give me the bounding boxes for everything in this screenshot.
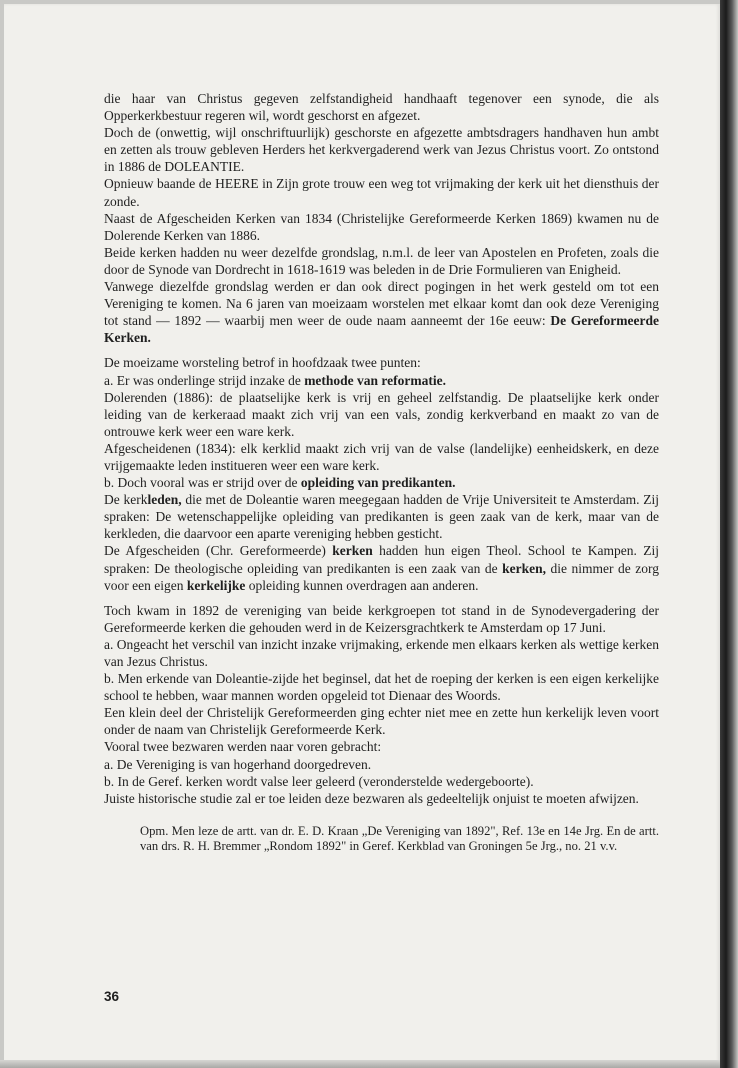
paragraph-12-emphasis: leden, — [147, 492, 182, 508]
paragraph-13-emphasis-2: kerken, — [502, 560, 547, 576]
paragraph-13 — [104, 542, 659, 593]
paragraph-15: a. Ongeacht het verschil van inzicht inzake vrijmaking, erkende men elkaars kerken als wettige kerken van Jezus Christus. — [104, 636, 659, 669]
page-body — [104, 90, 659, 854]
paragraph-6 — [104, 278, 659, 346]
paragraph-20: b. In de Geref. kerken wordt valse leer geleerd (veronderstelde wedergeboorte). — [104, 773, 534, 789]
paragraph-8-text: a. Er was onderlinge strijd inzake de — [104, 372, 305, 388]
paragraph-10: Afgescheidenen (1834): elk kerklid maakt zich vrij van de valse (landelijke) eenheidskerk, en deze vrijgemaakte leden institueren weer een ware kerk. — [104, 440, 659, 473]
page-edge-shadow — [720, 0, 738, 1068]
paragraph-13-text-a: De Afgescheiden (Chr. Gereformeerde) — [104, 543, 333, 559]
paragraph-13-emphasis-1: kerken — [332, 543, 373, 559]
paragraph-11-text: b. Doch vooral was er strijd over de — [104, 475, 301, 491]
paragraph-13-text-b: hadden hun eigen Theol. School te Kampen. Zij spraken: De theologische opleiding van predikanten is een zaak van de — [104, 543, 659, 576]
paragraph-13-text-d: opleiding kunnen overdragen aan anderen. — [245, 577, 479, 593]
paragraph-13-text-c: die nimmer de zorg voor een eigen — [104, 560, 659, 593]
paragraph-4: Naast de Afgescheiden Kerken van 1834 (Christelijke Gereformeerde Kerken 1869) kwamen nu de Dolerende Kerken van 1886. — [104, 210, 659, 243]
page-bottom-edge — [0, 1060, 720, 1068]
paragraph-21: Juiste historische studie zal er toe leiden deze bezwaren als gedeeltelijk onjuist te moeten afwijzen. — [104, 790, 639, 806]
paragraph-14: Toch kwam in 1892 de vereniging van beide kerkgroepen tot stand in de Synodevergadering der Gereformeerde kerken die gehouden werd in de Keizersgrachtkerk te Amsterdam op 17 Juni. — [104, 602, 659, 635]
paragraph-6-emphasis: De Gereformeerde Kerken. — [104, 313, 659, 346]
footnote: Opm. Men leze de artt. van dr. E. D. Kraan „De Vereniging van 1892", Ref. 13e en 14e Jrg. En de artt. van drs. R. H. Bremmer „Rondom 1892" in Geref. Kerkblad van Groningen 5e Jrg., no. 21 v.v. — [140, 823, 659, 853]
paragraph-12 — [104, 491, 659, 542]
paragraph-18: Vooral twee bezwaren werden naar voren gebracht: — [104, 739, 382, 755]
paragraph-8 — [104, 372, 659, 389]
paragraph-11 — [104, 474, 659, 491]
paragraph-13-emphasis-3: kerkelijke — [186, 577, 246, 593]
page-number: 36 — [104, 989, 120, 1004]
book-page — [4, 4, 720, 1064]
paragraph-11-emphasis: opleiding van predikanten. — [300, 475, 456, 491]
paragraph-8-emphasis: methode van reformatie. — [304, 372, 447, 388]
paragraph-17: Een klein deel der Christelijk Gereformeerden ging echter niet mee en zette hun kerkelijk leven voort onder de naam van Christelijk Gereformeerde Kerk. — [104, 705, 659, 738]
paragraph-2: Doch de (onwettig, wijl onschriftuurlijk) geschorste en afgezette ambtsdragers handhaven hun ambt en zetten als trouw gebleven Herders het kerkvergaderend werk van Jezus Christus voort. Zo ontstond in 1886 de DOLEANTIE. — [104, 125, 659, 175]
paragraph-9: Dolerenden (1886): de plaatselijke kerk is vrij en geheel zelfstandig. De plaatselijke kerk onder leiding van de kerkeraad maakt zich vrij van een vals, zondig kerkverband en maakt zo van de ontrouwe kerk weer een ware kerk. — [104, 389, 659, 439]
paragraph-7: De moeizame worsteling betrof in hoofdzaak twee punten: — [104, 355, 421, 371]
paragraph-12-text-b: die met de Doleantie waren meegegaan hadden de Vrije Universiteit te Amsterdam. Zij spraken: De wetenschappelijke opleiding van predikanten is geen zaak van de kerk, maar van de kerkleden, die daarvoor een aparte vereniging hebben gesticht. — [104, 492, 659, 542]
paragraph-1: die haar van Christus gegeven zelfstandigheid handhaaft tegenover een synode, die als Opperkerkbestuur regeren wil, wordt geschorst en afgezet. — [104, 91, 659, 124]
paragraph-12-text-a: De kerk — [104, 492, 148, 508]
paragraph-6-text: Vanwege diezelfde grondslag werden er dan ook direct pogingen in het werk gesteld om tot een Vereniging te komen. Na 6 jaren van moeizaam worstelen met elkaar komt dan ook deze Vereniging tot stand — 1892 — waarbij men weer de oude naam aanneemt der 16e eeuw: — [104, 279, 659, 329]
paragraph-3: Opnieuw baande de HEERE in Zijn grote trouw een weg tot vrijmaking der kerk uit het diensthuis der zonde. — [104, 176, 659, 209]
paragraph-16: b. Men erkende van Doleantie-zijde het beginsel, dat het de roeping der kerken is een eigen kerkelijke school te hebben, waar mannen worden opgeleid tot Dienaar des Woords. — [104, 671, 659, 704]
paragraph-5: Beide kerken hadden nu weer dezelfde grondslag, n.m.l. de leer van Apostelen en Profeten, zoals die door de Synode van Dordrecht in 1618-1619 was beleden in de Drie Formulieren van Enigheid. — [104, 244, 659, 277]
paragraph-19: a. De Vereniging is van hogerhand doorgedreven. — [104, 756, 372, 772]
